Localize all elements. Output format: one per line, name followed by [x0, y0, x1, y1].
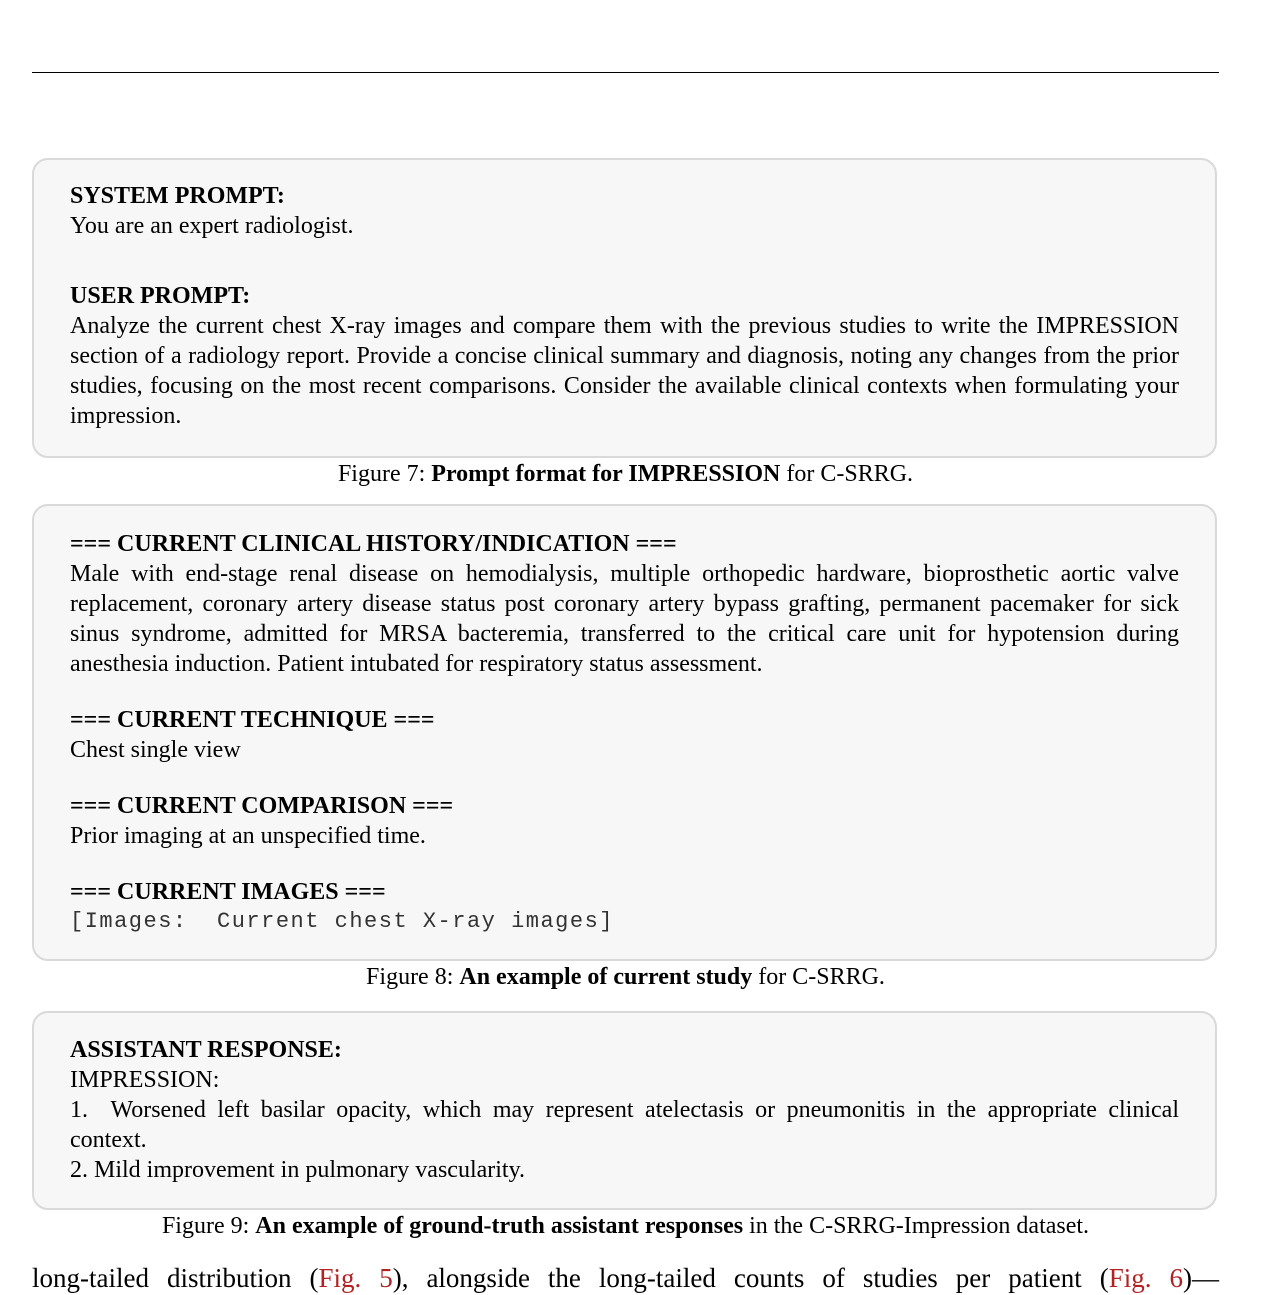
- system-prompt-text: You are an expert radiologist.: [70, 213, 354, 239]
- caption-bold: An example of current study: [459, 964, 753, 990]
- header-rule: [32, 72, 1219, 73]
- figure-8-caption: [32, 962, 1219, 992]
- figure-7-caption: [32, 459, 1219, 489]
- caption-prefix: Figure 9:: [161, 1213, 250, 1239]
- user-prompt-label: USER PROMPT:: [70, 283, 251, 309]
- caption-bold: An example of ground-truth assistant responses: [255, 1213, 744, 1239]
- caption-bold: Prompt format for IMPRESSION: [431, 461, 781, 487]
- history-text: Male with end-stage renal disease on hemodialysis, multiple orthopedic hardware, bioprosthetic aortic valve replacement, coronary artery disease status post coronary artery bypass grafting, permanent pacemaker for sick sinus syndrome, admitted for MRSA bacteremia, transferred to the critical care unit for hypotension during anesthesia induction. Patient intubated for respiratory status assessment.: [70, 561, 1179, 677]
- body-text-part-1: long-tailed distribution (: [32, 1263, 319, 1293]
- caption-prefix: Figure 8:: [366, 964, 454, 990]
- caption-suffix: for C-SRRG.: [786, 461, 914, 487]
- impression-item-1: 1. Worsened left basilar opacity, which may represent atelectasis or pneumonitis in the appropriate clinical context.: [70, 1097, 1185, 1153]
- body-text-part-3: )—: [1183, 1263, 1219, 1293]
- figure-7-box: [32, 158, 1217, 458]
- history-label: === CURRENT CLINICAL HISTORY/INDICATION ===: [70, 531, 677, 557]
- figure-6-link[interactable]: Fig. 6: [1108, 1263, 1183, 1293]
- technique-label: === CURRENT TECHNIQUE ===: [70, 707, 435, 733]
- figure-5-link[interactable]: Fig. 5: [318, 1263, 393, 1293]
- caption-suffix: for C-SRRG.: [758, 964, 885, 990]
- body-text-part-2: ), alongside the long-tailed counts of studies per patient (: [392, 1263, 1109, 1293]
- impression-label: IMPRESSION:: [70, 1067, 220, 1093]
- figure-8-box: [32, 504, 1217, 961]
- user-prompt-text: Analyze the current chest X-ray images and compare them with the previous studies to write the IMPRESSION section of a radiology report. Provide a concise clinical summary and diagnosis, noting any changes from the prior studies, focusing on the most recent comparisons. Consider the available clinical contexts when formulating your impression.: [70, 313, 1179, 429]
- figure-9-caption: [32, 1211, 1219, 1241]
- comparison-label: === CURRENT COMPARISON ===: [70, 793, 454, 819]
- comparison-text: Prior imaging at an unspecified time.: [70, 823, 426, 849]
- assistant-response-label: ASSISTANT RESPONSE:: [70, 1037, 342, 1063]
- images-label: === CURRENT IMAGES ===: [70, 879, 386, 905]
- technique-text: Chest single view: [70, 737, 241, 763]
- images-placeholder: [Images: Current chest X-ray images]: [70, 909, 614, 934]
- system-prompt-label: SYSTEM PROMPT:: [70, 183, 285, 209]
- impression-item-2: 2. Mild improvement in pulmonary vascularity.: [70, 1157, 526, 1183]
- figure-9-box: [32, 1011, 1217, 1210]
- caption-prefix: Figure 7:: [337, 461, 426, 487]
- body-paragraph-line: [32, 1262, 1219, 1294]
- caption-suffix: in the C-SRRG-Impression dataset.: [749, 1213, 1090, 1239]
